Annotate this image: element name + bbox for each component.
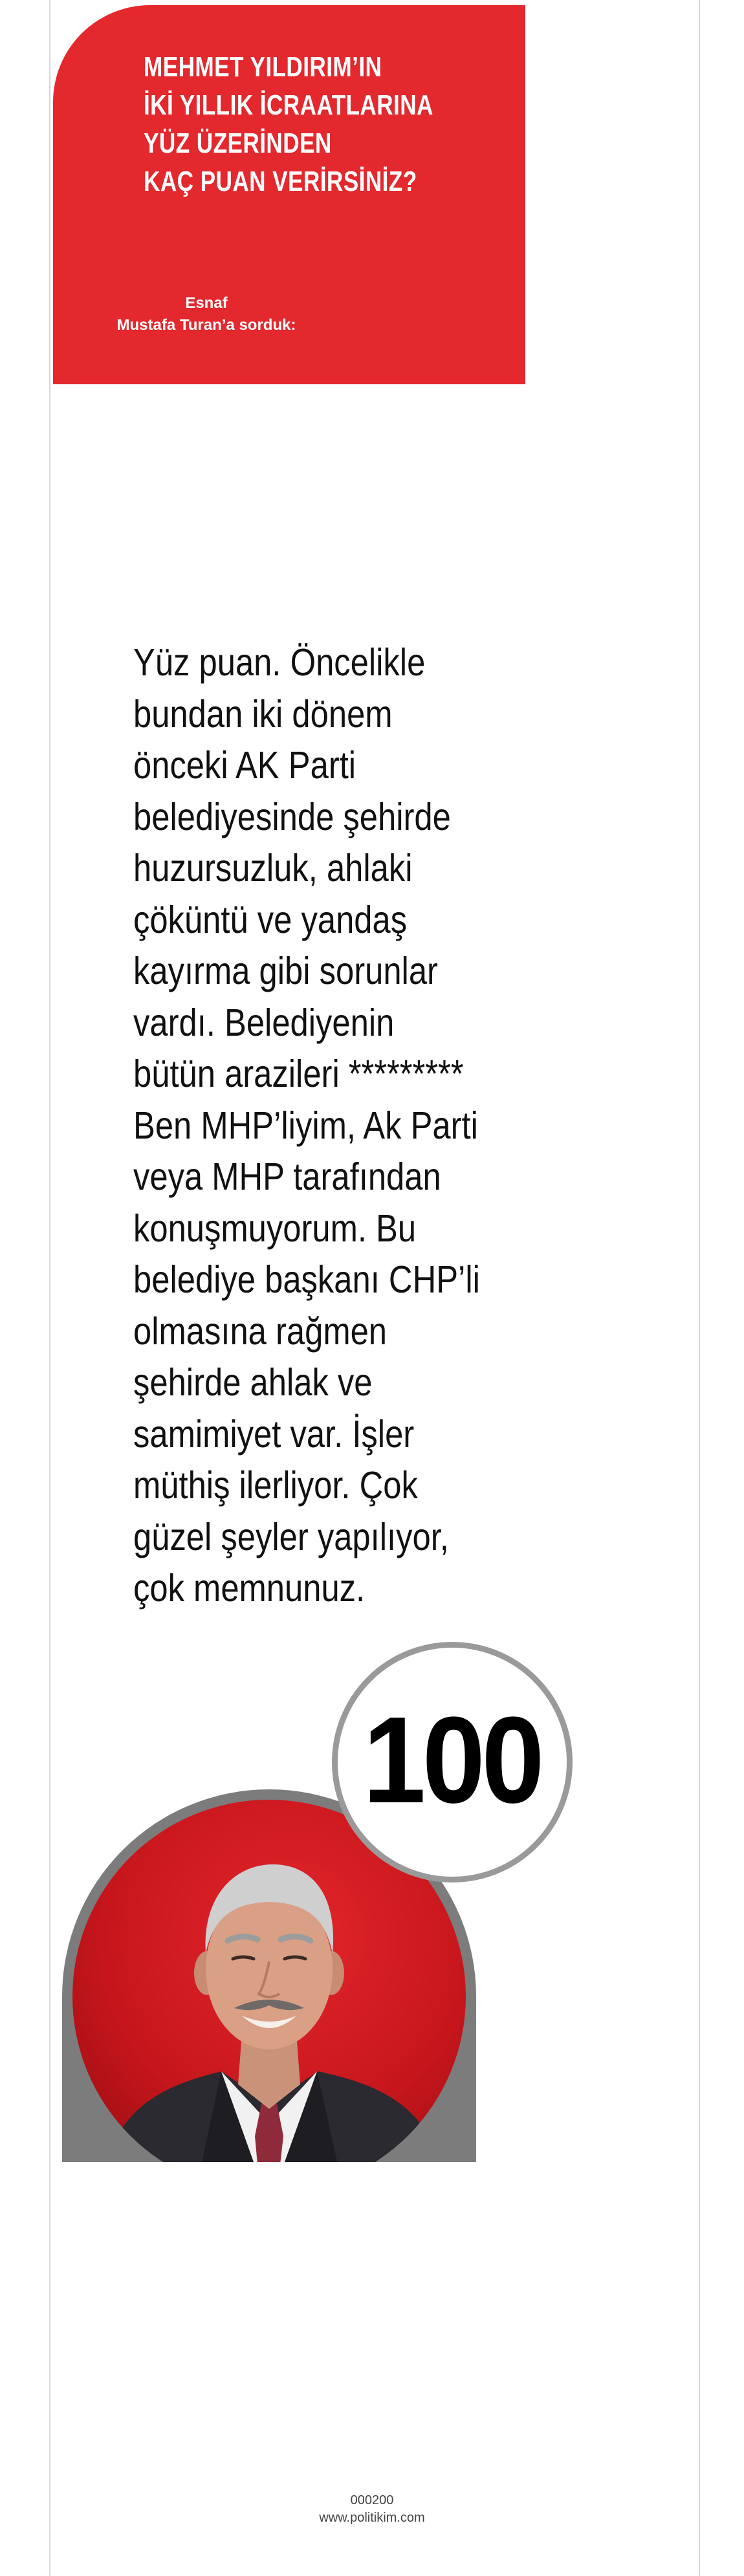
- headline-line: KAÇ PUAN VERİRSİNİZ?: [144, 166, 417, 197]
- answer-line: çok memnunuz.: [133, 1567, 366, 1610]
- answer-line: konuşmuyorum. Bu: [133, 1206, 417, 1250]
- website-link[interactable]: www.politikim.com: [319, 2511, 425, 2525]
- answer-text: [133, 637, 495, 1615]
- answer-line: samimiyet var. İşler: [133, 1412, 415, 1456]
- question-header: [53, 5, 525, 384]
- answer-line: önceki AK Parti: [133, 744, 356, 787]
- headline-line: İKİ YILLIK İCRAATLARINA: [144, 89, 433, 121]
- answer-line: belediyesinde şehirde: [133, 795, 451, 838]
- answer-line: şehirde ahlak ve: [133, 1361, 373, 1404]
- answer-line: müthiş ilerliyor. Çok: [133, 1464, 418, 1507]
- answer-line: belediye başkanı CHP’li: [133, 1258, 480, 1301]
- answer-line: veya MHP tarafından: [133, 1155, 441, 1198]
- answer-line: Yüz puan. Öncelikle: [133, 641, 426, 684]
- answer-line: olmasına rağmen: [133, 1309, 388, 1353]
- answer-line: Ben MHP’liyim, Ak Parti: [133, 1104, 478, 1147]
- page-footer: [0, 2492, 744, 2527]
- headline-line: YÜZ ÜZERİNDEN: [144, 127, 332, 159]
- question-headline: [144, 48, 433, 201]
- answer-line: bütün arazileri *********: [133, 1053, 464, 1095]
- answer-line: bundan iki dönem: [133, 692, 393, 736]
- answer-line: kayırma gibi sorunlar: [133, 950, 438, 992]
- answer-line: vardı. Belediyenin: [133, 1001, 395, 1044]
- interviewee-byline: [53, 292, 360, 336]
- answer-line: çöküntü ve yandaş: [133, 898, 408, 941]
- answer-line: güzel şeyler yapılıyor,: [133, 1515, 449, 1558]
- score-badge: [332, 1642, 573, 1883]
- byline-intro: Mustafa Turan’a sorduk:: [116, 316, 296, 334]
- page-code: 000200: [350, 2493, 394, 2507]
- answer-line: huzursuzluk, ahlaki: [133, 847, 413, 890]
- score-value: 100: [363, 1692, 542, 1829]
- headline-line: MEHMET YILDIRIM’IN: [144, 51, 382, 83]
- byline-occupation: Esnaf: [185, 294, 228, 312]
